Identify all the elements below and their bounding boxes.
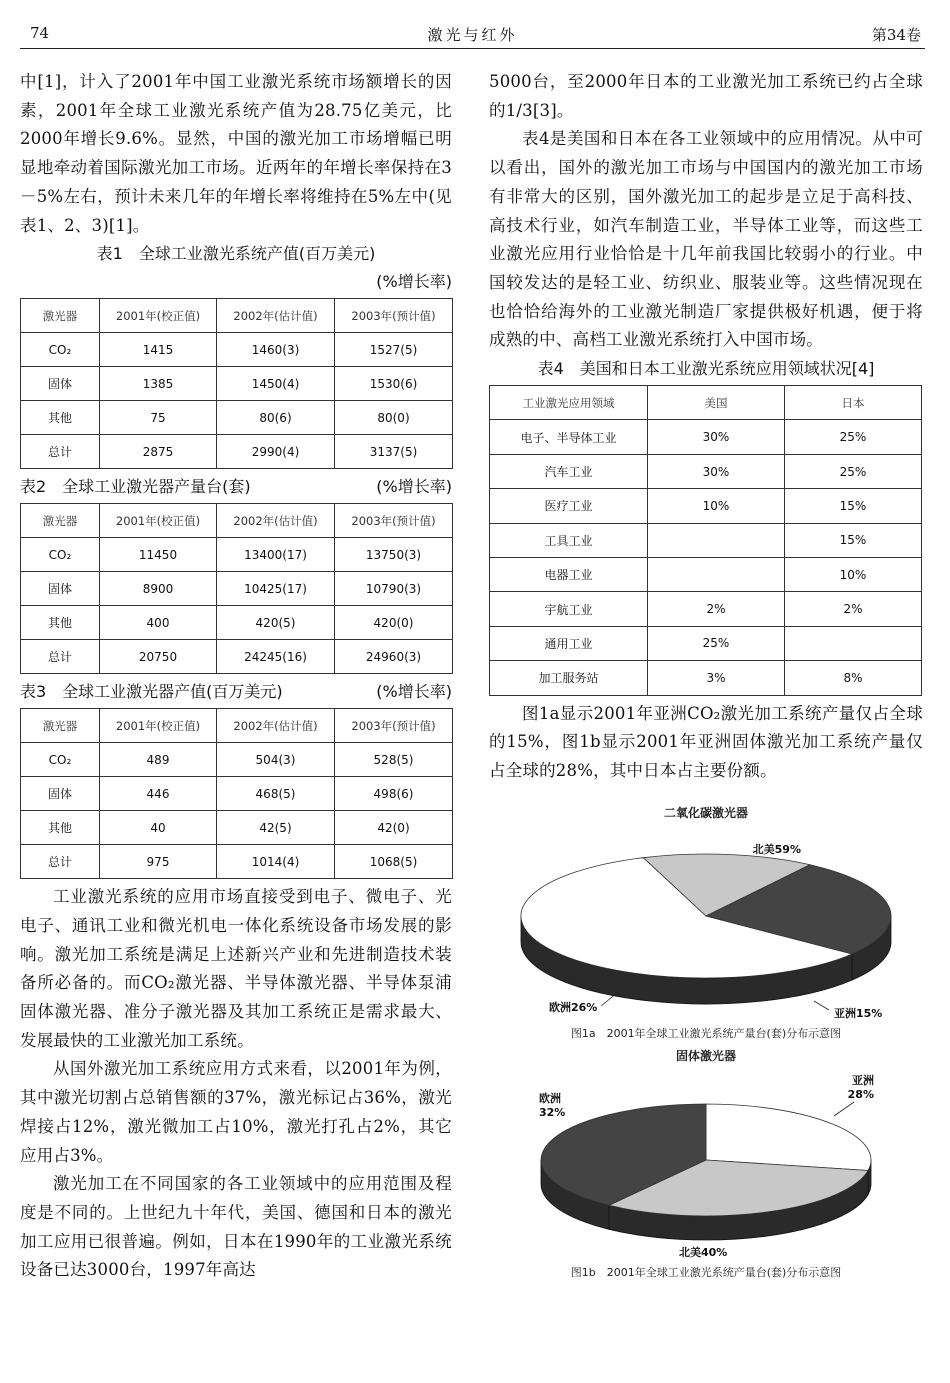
figure-1a-caption: 图1a 2001年全球工业激光系统产量台(套)分布示意图 xyxy=(570,1026,842,1040)
figure-1b xyxy=(489,1047,923,1280)
table-cell xyxy=(785,626,922,660)
table-cell: 80(6) xyxy=(217,401,335,435)
table-cell: 3% xyxy=(648,661,785,695)
table-cell: 总计 xyxy=(21,435,100,469)
table-cell: 30% xyxy=(648,454,785,488)
table-header-cell: 2002年(估计值) xyxy=(217,299,335,333)
table-cell: 10425(17) xyxy=(217,572,335,606)
table-cell: 400 xyxy=(100,606,217,640)
table-cell: 80(0) xyxy=(335,401,453,435)
table-cell: 电子、半导体工业 xyxy=(490,420,648,454)
page-header xyxy=(20,22,925,49)
table-row xyxy=(490,661,922,695)
figure-1b-title: 固体激光器 xyxy=(675,1048,736,1063)
table-cell: 24960(3) xyxy=(335,640,453,674)
table-4 xyxy=(489,385,922,696)
table-cell: 42(5) xyxy=(217,811,335,845)
table-row xyxy=(21,640,453,674)
table-header-cell: 2001年(校正值) xyxy=(100,504,217,538)
table-cell: 2875 xyxy=(100,435,217,469)
table-cell: 医疗工业 xyxy=(490,489,648,523)
table-header-cell: 激光器 xyxy=(21,299,100,333)
paragraph-application-market: 工业激光系统的应用市场直接受到电子、微电子、光电子、通讯工业和微光机电一体化系统设备市场发展的影响。激光加工系统是满足上述新兴产业和先进制造技术装备所必备的。而CO₂激光器、半导体激光器、半导体泵浦固体激光器、准分子激光器及其加工系统正是需求最大、发展最快的工业激光加工系统。 xyxy=(20,887,452,1050)
paragraph-table4-intro: 表4是美国和日本在各工业领域中的应用情况。从中可以看出，国外的激光加工市场与中国国内的激光加工市场有非常大的区别，国外激光加工的起步是立足于高科技、高技术行业，如汽车制造工业，半导体工业等，而这些工业激光应用行业恰恰是十几年前我国比较弱小的行业。中国较发达的是轻工业、纺织业、服装业等。这些情况现在也恰恰给海外的工业激光制造厂家提供极好机遇，便于将成熟的中、高档工业激光系统打入中国市场。 xyxy=(489,129,923,350)
table-cell: CO₂ xyxy=(21,743,100,777)
table-row xyxy=(490,557,922,591)
table-cell: 10790(3) xyxy=(335,572,453,606)
pie-label-欧洲: 欧洲26% xyxy=(549,1000,598,1014)
table-row xyxy=(21,777,453,811)
table-cell: CO₂ xyxy=(21,538,100,572)
table-3 xyxy=(20,708,453,879)
table-cell: 10% xyxy=(785,557,922,591)
table-header-cell: 2003年(预计值) xyxy=(335,504,453,538)
table-row xyxy=(21,572,453,606)
table-cell: 528(5) xyxy=(335,743,453,777)
table2-title: 表2 全球工业激光器产量台(套) xyxy=(20,477,251,497)
table-cell: 420(0) xyxy=(335,606,453,640)
table-cell: 固体 xyxy=(21,777,100,811)
table-cell: 电器工业 xyxy=(490,557,648,591)
table-cell: 1068(5) xyxy=(335,845,453,879)
table-cell: 489 xyxy=(100,743,217,777)
table-cell: 2% xyxy=(785,592,922,626)
table-cell: 975 xyxy=(100,845,217,879)
table-cell: 加工服务站 xyxy=(490,661,648,695)
table-cell: 30% xyxy=(648,420,785,454)
pie-label-北美: 北美40% xyxy=(679,1245,728,1259)
table4-title: 表4 美国和日本工业激光系统应用领域状况[4] xyxy=(537,359,875,379)
table-row xyxy=(21,606,453,640)
table-cell: 25% xyxy=(785,420,922,454)
paragraph-market-growth: 中[1]，计入了2001年中国工业激光系统市场额增长的因素，2001年全球工业激光系统产值为28.75亿美元，比2000年增长9.6%。显然，中国的激光加工市场增幅已明显地牵动着国际激光加工市场。近两年的年增长率保持在3－5%左右，预计未来几年的年增长率将维持在5%左中(见表1、2、3)[1]。 xyxy=(20,72,452,235)
table-header-row xyxy=(21,504,453,538)
table-cell: 75 xyxy=(100,401,217,435)
table-cell: 13750(3) xyxy=(335,538,453,572)
page-number: 74 xyxy=(30,24,50,42)
table-cell: 40 xyxy=(100,811,217,845)
table-cell: 15% xyxy=(785,489,922,523)
table-cell: 1014(4) xyxy=(217,845,335,879)
table-header-cell: 2003年(预计值) xyxy=(335,709,453,743)
table-header-cell: 2001年(校正值) xyxy=(100,709,217,743)
table-cell: 固体 xyxy=(21,367,100,401)
table-cell: 总计 xyxy=(21,845,100,879)
table-cell: 1460(3) xyxy=(217,333,335,367)
table-header-row xyxy=(21,299,453,333)
table3-caption xyxy=(20,678,452,706)
table-cell: 24245(16) xyxy=(217,640,335,674)
paragraph-figure-summary: 图1a显示2001年亚洲CO₂激光加工系统产量仅占全球的15%，图1b显示2001年亚洲固体激光加工系统产量仅占全球的28%，其中日本占主要份额。 xyxy=(489,703,923,780)
pie-label-欧洲: 欧洲 xyxy=(539,1091,561,1105)
pie-label-亚洲: 亚洲15% xyxy=(834,1006,883,1020)
table-row xyxy=(21,367,453,401)
table-header-cell: 美国 xyxy=(648,386,785,420)
paragraph-japan-share: 5000台，至2000年日本的工业激光加工系统已约占全球的1/3[3]。 xyxy=(489,72,923,120)
table-cell: 498(6) xyxy=(335,777,453,811)
table-2 xyxy=(20,503,453,674)
table-row xyxy=(490,420,922,454)
table-cell: 1385 xyxy=(100,367,217,401)
table3-title: 表3 全球工业激光器产值(百万美元) xyxy=(20,682,283,702)
table1-title: 表1 全球工业激光系统产值(百万美元) xyxy=(96,244,376,264)
table2-note: (%增长率) xyxy=(376,477,452,497)
figure-1b-caption: 图1b 2001年全球工业激光系统产量台(套)分布示意图 xyxy=(570,1265,842,1279)
table-row xyxy=(490,592,922,626)
table-cell: 其他 xyxy=(21,811,100,845)
table-row xyxy=(21,743,453,777)
table-row xyxy=(21,845,453,879)
table-cell: 468(5) xyxy=(217,777,335,811)
table-cell: 其他 xyxy=(21,606,100,640)
table-row xyxy=(490,523,922,557)
left-column xyxy=(20,68,452,1285)
paragraph-application-modes: 从国外激光加工系统应用方式来看，以2001年为例，其中激光切割占总销售额的37%，激光标记占36%，激光焊接占12%，激光微加工占10%，激光打孔占2%，其它应用占3%。 xyxy=(20,1059,452,1165)
table-header-cell: 激光器 xyxy=(21,504,100,538)
table-cell: 20750 xyxy=(100,640,217,674)
table-cell: 15% xyxy=(785,523,922,557)
pie-label-亚洲: 28% xyxy=(847,1087,874,1101)
table-cell: CO₂ xyxy=(21,333,100,367)
table2-caption xyxy=(20,473,452,501)
table-cell: 25% xyxy=(648,626,785,660)
table-header-cell: 工业激光应用领域 xyxy=(490,386,648,420)
table-cell: 10% xyxy=(648,489,785,523)
table-row xyxy=(21,435,453,469)
table-row xyxy=(490,626,922,660)
journal-name: 激光与红外 xyxy=(427,26,518,44)
pie-leader-line xyxy=(814,1001,829,1010)
table-cell: 1527(5) xyxy=(335,333,453,367)
table-cell: 11450 xyxy=(100,538,217,572)
table-row xyxy=(21,538,453,572)
table-cell: 2% xyxy=(648,592,785,626)
pie-slice-亚洲 xyxy=(706,1104,871,1170)
table1-note: (%增长率) xyxy=(376,272,452,292)
table-cell: 汽车工业 xyxy=(490,454,648,488)
table-header-cell: 2003年(预计值) xyxy=(335,299,453,333)
table-cell: 8% xyxy=(785,661,922,695)
table-header-cell: 2001年(校正值) xyxy=(100,299,217,333)
table-header-row xyxy=(490,386,922,420)
right-column xyxy=(489,68,923,1280)
table-cell: 8900 xyxy=(100,572,217,606)
figure-1a-title: 二氧化碳激光器 xyxy=(663,805,748,820)
pie-leader-line xyxy=(834,1102,854,1116)
table-cell: 1450(4) xyxy=(217,367,335,401)
table-cell: 1530(6) xyxy=(335,367,453,401)
paragraph-country-comparison: 激光加工在不同国家的各工业领域中的应用范围及程度是不同的。上世纪九十年代，美国、德国和日本的激光加工应用已很普遍。例如，日本在1990年的工业激光系统设备已达3000台，1997年高达 xyxy=(20,1174,452,1280)
table-cell: 25% xyxy=(785,454,922,488)
table-row xyxy=(490,489,922,523)
table-cell: 固体 xyxy=(21,572,100,606)
table-cell: 446 xyxy=(100,777,217,811)
pie-label-亚洲: 亚洲 xyxy=(852,1073,874,1087)
table-row xyxy=(490,454,922,488)
table-header-cell: 日本 xyxy=(785,386,922,420)
table-row xyxy=(21,333,453,367)
table-cell: 42(0) xyxy=(335,811,453,845)
table-cell: 3137(5) xyxy=(335,435,453,469)
pie-chart-solid xyxy=(489,1064,923,1260)
table-cell: 504(3) xyxy=(217,743,335,777)
table-cell: 宇航工业 xyxy=(490,592,648,626)
table-header-cell: 2002年(估计值) xyxy=(217,504,335,538)
table-cell: 通用工业 xyxy=(490,626,648,660)
table-header-cell: 2002年(估计值) xyxy=(217,709,335,743)
table-header-cell: 激光器 xyxy=(21,709,100,743)
table-cell: 工具工业 xyxy=(490,523,648,557)
table-row xyxy=(21,401,453,435)
table-header-row xyxy=(21,709,453,743)
table-cell: 13400(17) xyxy=(217,538,335,572)
table3-note: (%增长率) xyxy=(376,682,452,702)
volume-label: 第34卷 xyxy=(871,26,921,44)
table-cell: 总计 xyxy=(21,640,100,674)
table-row xyxy=(21,811,453,845)
figure-1a xyxy=(489,804,923,1041)
pie-label-欧洲: 32% xyxy=(539,1105,566,1119)
table-1 xyxy=(20,298,453,469)
table-cell: 1415 xyxy=(100,333,217,367)
table-cell xyxy=(648,523,785,557)
table-cell: 420(5) xyxy=(217,606,335,640)
pie-chart-co2 xyxy=(489,821,923,1021)
table-cell: 其他 xyxy=(21,401,100,435)
table-cell: 2990(4) xyxy=(217,435,335,469)
pie-label-北美: 北美59% xyxy=(752,842,801,856)
table-cell xyxy=(648,557,785,591)
